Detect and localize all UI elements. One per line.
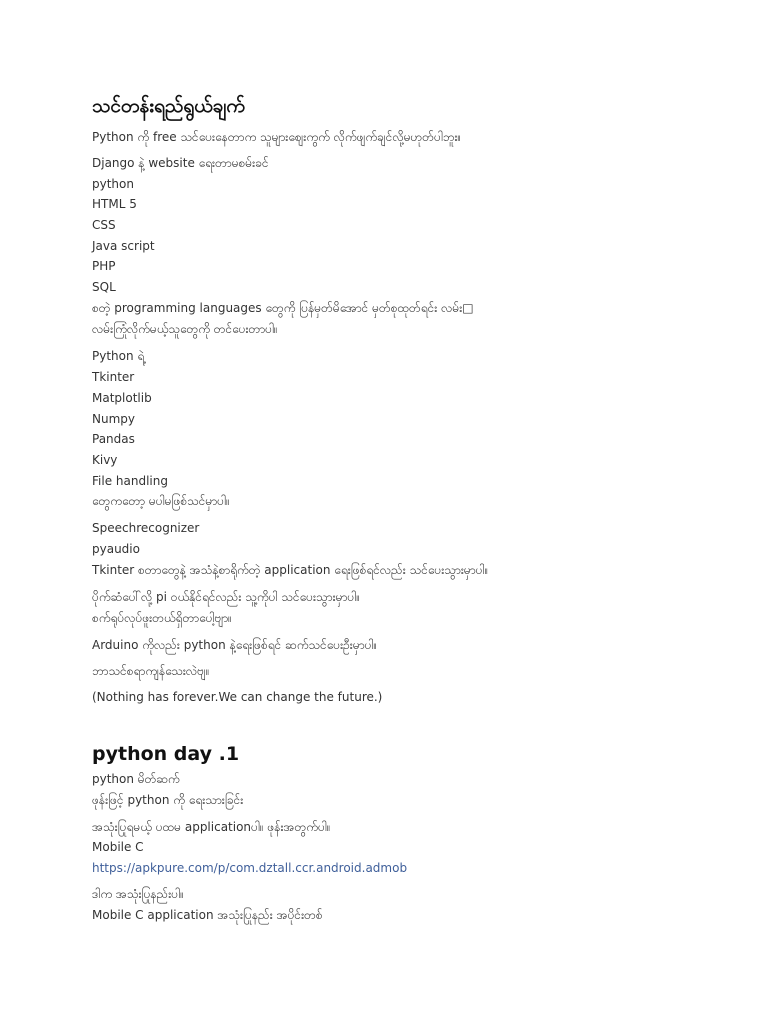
list-item: CSS xyxy=(92,218,116,232)
paragraph: Python ရဲ့ xyxy=(92,349,145,363)
list-item: File handling xyxy=(92,474,168,488)
paragraph: လမ်းကြုံလိုက်မယ့်သူတွေကို တင်ပေးတာပါ။ xyxy=(92,322,278,336)
list-item: Pandas xyxy=(92,432,135,446)
list-item: HTML 5 xyxy=(92,197,137,211)
section-title: သင်တန်းရည်ရွယ်ချက် xyxy=(92,95,245,117)
paragraph: စက်ရုပ်လုပ်ဖူးတယ်ရှိတာပေါ့ဗျာ။ xyxy=(92,611,232,625)
apkpure-link[interactable]: https://apkpure.com/p/com.dztall.ccr.android.admob xyxy=(92,861,408,875)
list-item: Java script xyxy=(92,239,155,253)
paragraph: Mobile C xyxy=(92,840,144,854)
list-item: pyaudio xyxy=(92,542,140,556)
list-item: Numpy xyxy=(92,412,135,426)
list-item: Kivy xyxy=(92,453,118,467)
paragraph: Mobile C application အသုံးပြုနည်း အပိုင်းတစ် xyxy=(92,908,323,922)
paragraph: ဖုန်းဖြင့် python ကို ရေးသားခြင်း xyxy=(92,793,244,807)
paragraph: ပိုက်ဆံပေါ်လို့ pi ဝယ်နိုင်ရင်လည်း သူ့ကိုပါ သင်ပေးသွားမှာပါ။ xyxy=(92,590,360,604)
paragraph: Django နဲ့ website ရေးတာမစမ်းခင် xyxy=(92,156,269,170)
list-item: Speechrecognizer xyxy=(92,521,200,535)
list-item: SQL xyxy=(92,280,116,294)
paragraph: စတဲ့ programming languages တွေကို ပြန်မှတ်မိအောင် မှတ်စုထုတ်ရင်း လမ်း□ xyxy=(92,301,474,315)
paragraph: အသုံးပြုရမယ့် ပထမ applicationပါ။ ဖုန်းအတွက်ပါ။ xyxy=(92,820,331,834)
paragraph: Tkinter စတာတွေနဲ့ အသံနဲ့စာရိုက်တဲ့ application ရေးဖြစ်ရင်လည်း သင်ပေးသွားမှာပါ။ xyxy=(92,563,489,577)
paragraph: ဘာသင်စရာကျန်သေးလဲဗျ။ xyxy=(92,664,210,678)
list-item: Matplotlib xyxy=(92,391,152,405)
quote: (Nothing has forever.We can change the future.) xyxy=(92,690,383,704)
paragraph: Python ကို free သင်ပေးနေတာက သူများဈေးကွက် လိုက်ဖျက်ချင်လို့မဟုတ်ပါဘူး။ xyxy=(92,130,462,144)
paragraph: python မိတ်ဆက် xyxy=(92,772,180,786)
paragraph: ဒါက အသုံးပြုနည်းပါ။ xyxy=(92,887,184,901)
paragraph: Arduino ကိုလည်း python နဲ့ရေးဖြစ်ရင် ဆက်သင်ပေးဦးမှာပါ။ xyxy=(92,638,378,652)
list-item: Tkinter xyxy=(92,370,135,384)
section-title: python day .1 xyxy=(92,743,240,765)
list-item: PHP xyxy=(92,259,116,273)
list-item: python xyxy=(92,177,134,191)
paragraph: တွေကတော့ မပါမဖြစ်သင်မှာပါ။ xyxy=(92,494,230,508)
